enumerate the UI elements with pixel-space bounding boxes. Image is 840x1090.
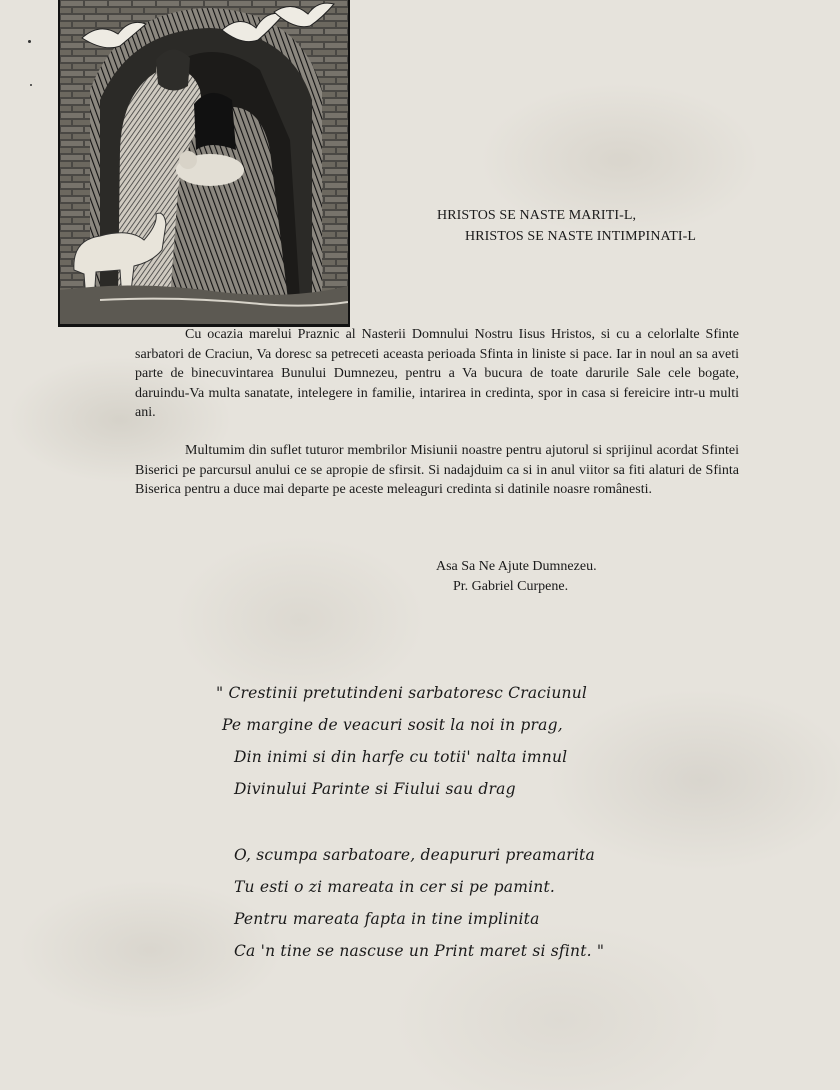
greeting-line-2: HRISTOS SE NASTE INTIMPINATI-L	[465, 229, 697, 244]
closing-blessing: Asa Sa Ne Ajute Dumnezeu.	[436, 559, 597, 574]
letter-paragraph-2: Multumim din suflet tuturor membrilor Misiunii noastre pentru ajutorul si sprijinul acordat Sfintei Biserici pe parcursul anului ce se apropie de sfirsit. Si nadajduim ca si in anul viitor sa fiti alaturi de Sfinta Biserica pentru a duce mai departe pe aceste meleaguri credinta si datinile noasre românesti.	[135, 443, 739, 497]
nativity-illustration	[58, 0, 350, 327]
poem-stanza-2	[222, 841, 642, 969]
poem-verse: O, scumpa sarbatoare, deapururi preamarita	[234, 846, 595, 864]
nativity-engraving	[60, 0, 348, 324]
poem-verse: Divinului Parinte si Fiului sau drag	[234, 780, 516, 798]
poem	[216, 679, 642, 969]
greeting-line-1: HRISTOS SE NASTE MARITI-L,	[437, 208, 637, 223]
poem-verse: " Crestinii pretutindeni sarbatoresc Craciunul	[216, 684, 588, 702]
paper-speck	[30, 84, 32, 86]
poem-verse: Tu esti o zi mareata in cer si pe pamint.	[234, 878, 556, 896]
paper-speck	[28, 40, 31, 43]
poem-verse: Din inimi si din harfe cu totii' nalta imnul	[234, 748, 568, 766]
signature: Pr. Gabriel Curpene.	[453, 579, 569, 594]
poem-verse: Ca 'n tine se nascuse un Print maret si sfint. "	[234, 942, 605, 960]
poem-verse: Pentru mareata fapta in tine implinita	[234, 910, 540, 928]
poem-verse: Pe margine de veacuri sosit la noi in prag,	[222, 716, 563, 734]
poem-stanza-1	[216, 679, 642, 807]
letter-paragraph-1: Cu ocazia marelui Praznic al Nasterii Domnului Nostru Iisus Hristos, si cu a celorlalte Sfinte sarbatori de Craciun, Va doresc sa petreceti aceasta perioada Sfinta in liniste si pace. Iar in noul an sa aveti parte de binecuvintarea Bunului Dumnezeu, pentru a Va bucura de toate darurile Sale cele bogate, daruindu-Va multa sanatate, intelegere in familie, intarirea in credinta, spor in casa si fereicire intr-u multi ani.	[135, 327, 739, 420]
